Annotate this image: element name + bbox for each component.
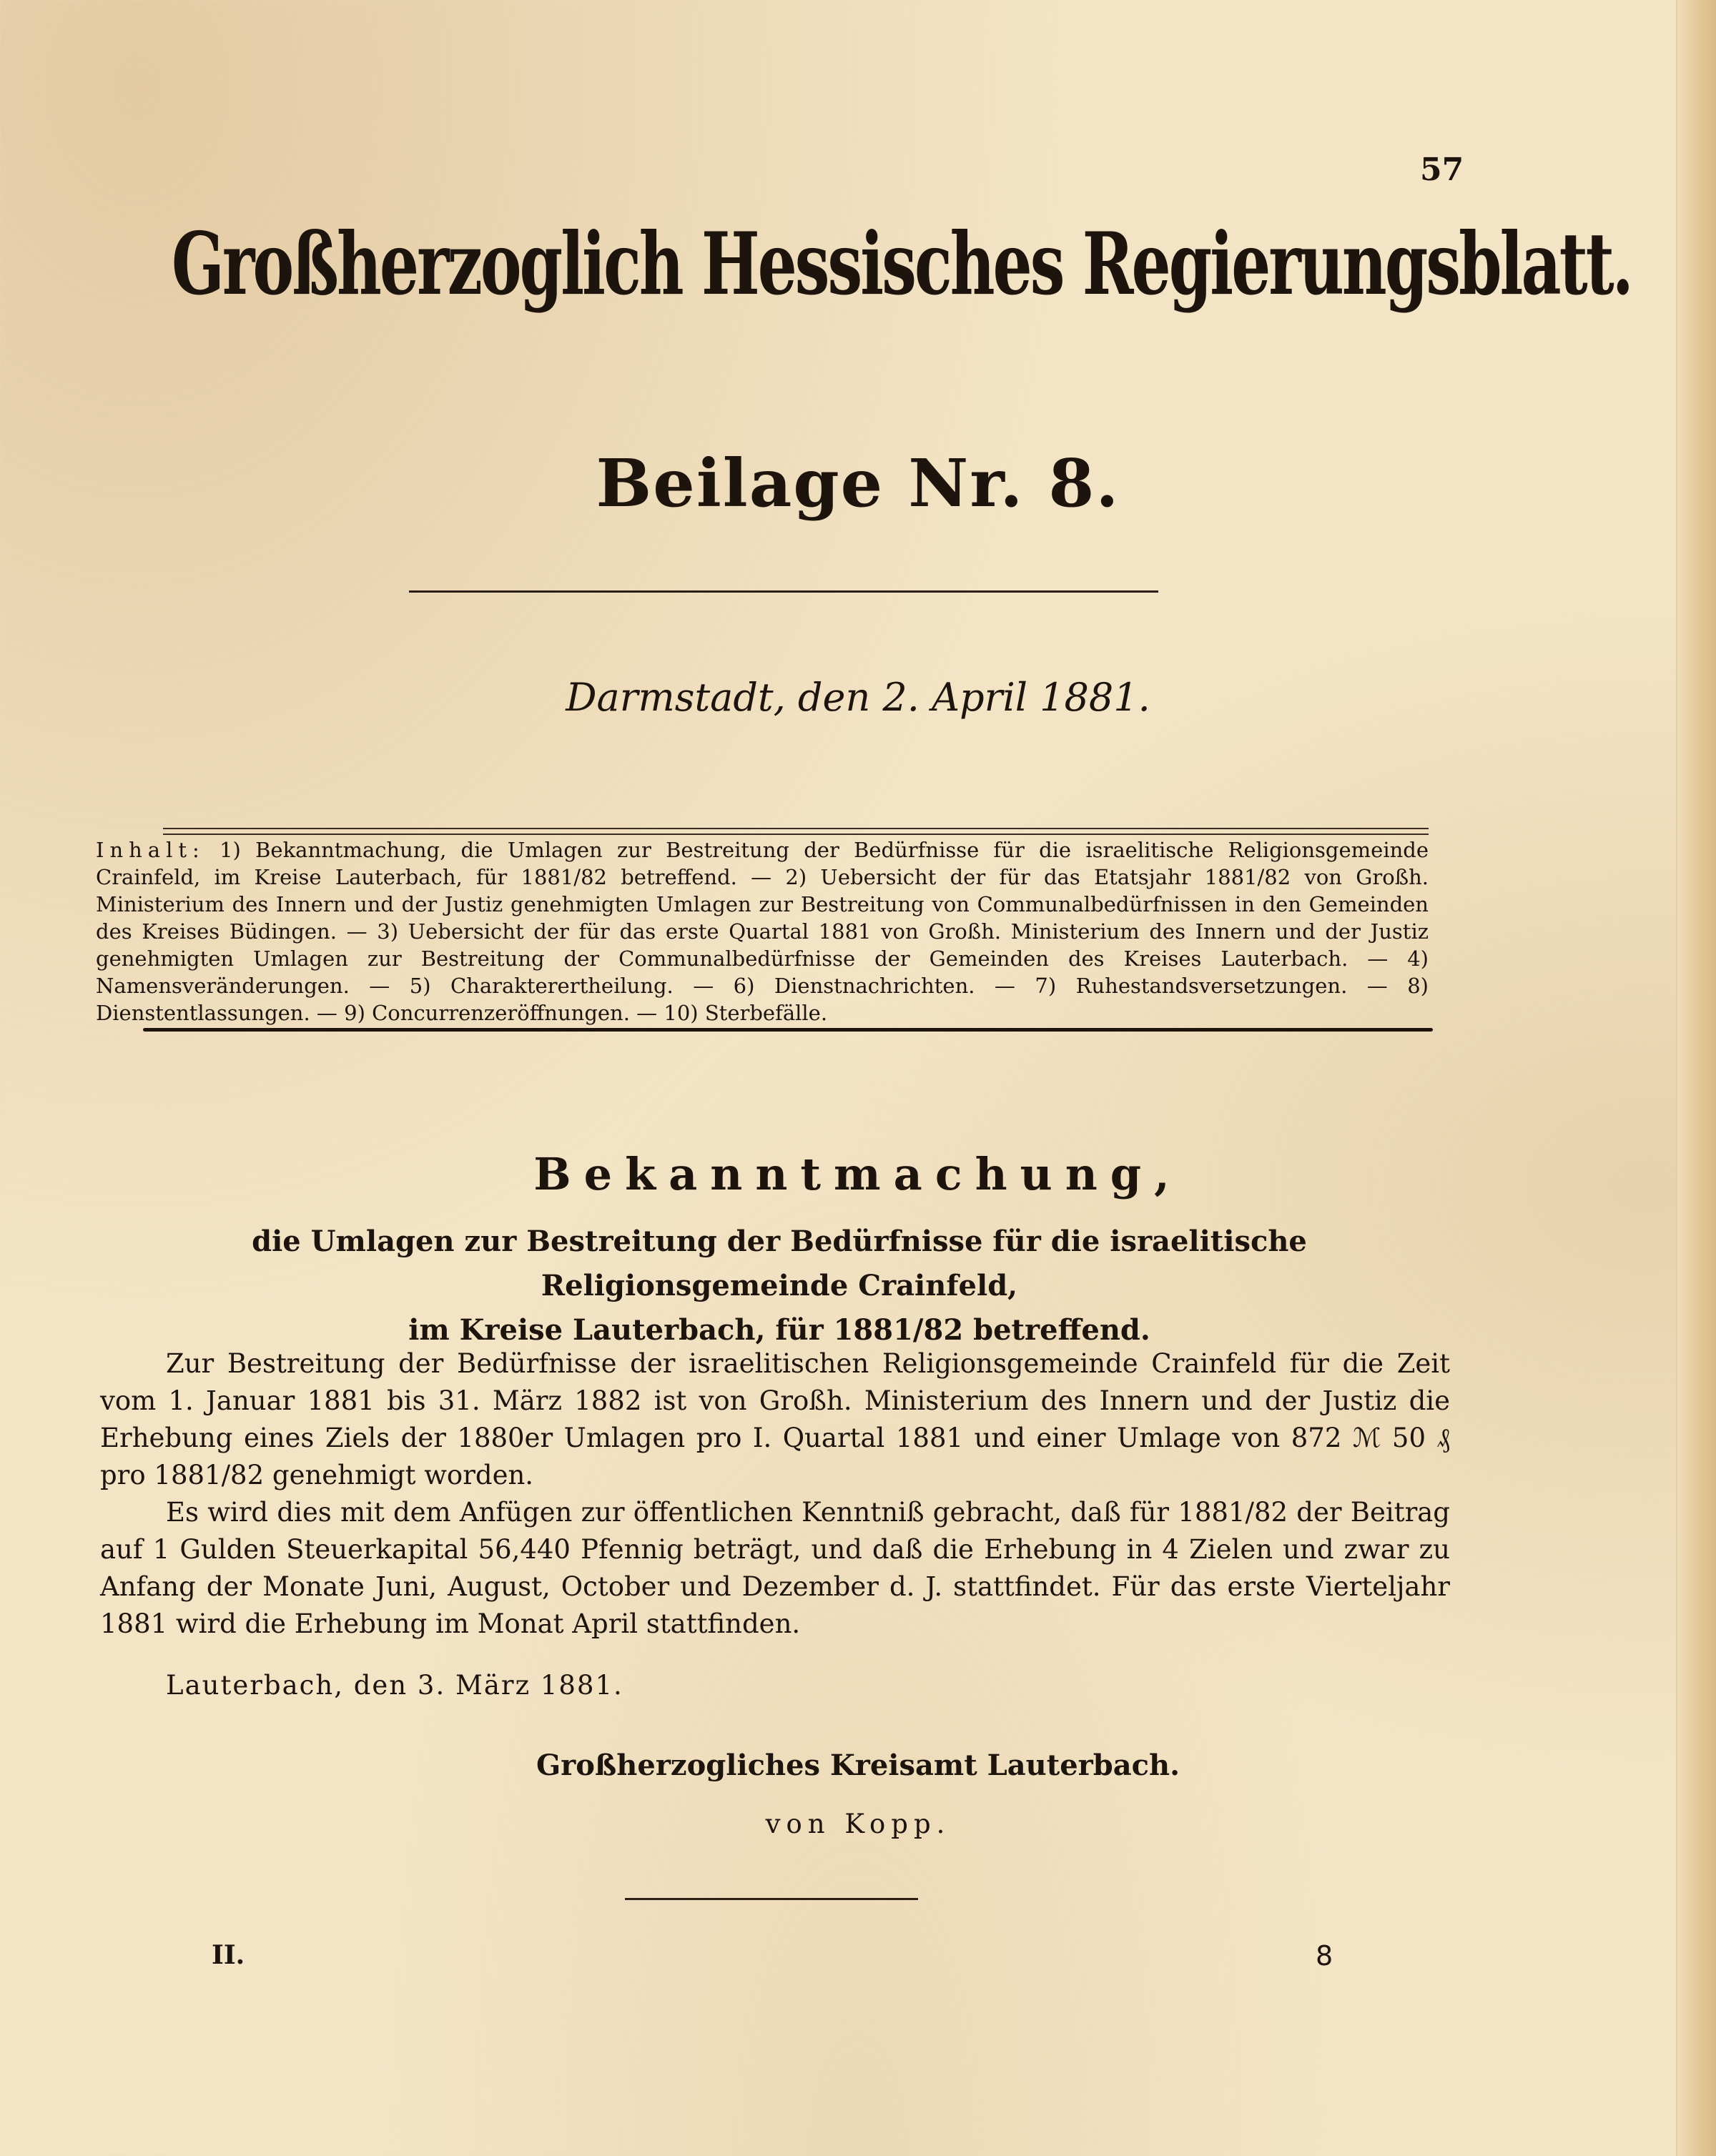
dateline: Darmstadt, den 2. April 1881. bbox=[566, 675, 1150, 720]
announcement-title: Bekanntmachung, bbox=[533, 1148, 1183, 1200]
masthead-title: Großherzoglich Hessisches Regierungsblatt. bbox=[172, 214, 1632, 315]
page-number: 57 bbox=[1420, 152, 1464, 188]
footer-sheet-number: 8 bbox=[1316, 1940, 1333, 1972]
header-divider bbox=[409, 590, 1158, 593]
supplement-number: Beilage Nr. 8. bbox=[596, 445, 1120, 522]
issuing-authority: Großherzogliches Kreisamt Lauterbach. bbox=[536, 1749, 1180, 1782]
contents-top-rule bbox=[163, 828, 1429, 829]
signature: von Kopp. bbox=[765, 1809, 951, 1839]
contents-text: 1) Bekanntmachung, die Umlagen zur Bestreitung der Bedürfnisse für die israelitische Religionsgemeinde Crainfeld, im Kreise Lauterbach, für 1881/82 betreffend. — 2) Uebersicht der für das Etatsjahr 1881/82 von Großh. Ministerium des Innern und der Justiz genehmigten Umlagen zur Bestreitung von Communalbedürfnissen in den Gemeinden des Kreises Büdingen. — 3) Uebersicht der für das erste Quartal 1881 von Großh. Ministerium des Innern und der Justiz genehmigten Umlagen zur Bestreitung der Communalbedürfnisse der Gemeinden des Kreises Lauterbach. — 4) Namensveränderungen. — 5) Charakterertheilung. — 6) Dienstnachrichten. — 7) Ruhestandsversetzungen. — 8) Dienstentlassungen. — 9) Concurrenzeröffnungen. — 10) Sterbefälle. bbox=[96, 838, 1429, 1025]
body-paragraph-1: Zur Bestreitung der Bedürfnisse der israelitischen Religionsgemeinde Crainfeld für die Zeit vom 1. Januar 1881 bis 31. März 1882 ist von Großh. Ministerium des Innern und der Justiz die Erhebung eines Ziels der 1880er Umlagen pro I. Quartal 1881 und einer Umlage von 872 ℳ 50 ₰ pro 1881/82 genehmigt worden. bbox=[100, 1348, 1450, 1490]
subtitle-line-2: im Kreise Lauterbach, für 1881/82 betreffend. bbox=[408, 1313, 1150, 1347]
contents-top-rule-2 bbox=[163, 834, 1429, 835]
body-paragraph-2: Es wird dies mit dem Anfügen zur öffentlichen Kenntniß gebracht, daß für 1881/82 der Beitrag auf 1 Gulden Steuerkapital 56,440 Pfennig beträgt, und daß die Erhebung in 4 Zielen und zwar zu Anfang der Monate Juni, August, October und Dezember d. J. stattfindet. Für das erste Vierteljahr 1881 wird die Erhebung im Monat April stattfinden. bbox=[100, 1497, 1450, 1639]
announcement-body bbox=[100, 1345, 1450, 1643]
place-and-date: Lauterbach, den 3. März 1881. bbox=[166, 1670, 623, 1701]
table-of-contents bbox=[96, 836, 1429, 1027]
closing-divider bbox=[625, 1898, 918, 1900]
contents-bottom-rule bbox=[143, 1028, 1433, 1032]
contents-lead: Inhalt: bbox=[96, 838, 205, 862]
announcement-subtitle bbox=[100, 1220, 1459, 1353]
subtitle-line-1: die Umlagen zur Bestreitung der Bedürfnisse für die israelitische Religionsgemeinde Crainfeld, bbox=[252, 1225, 1307, 1302]
footer-volume: II. bbox=[212, 1940, 245, 1970]
